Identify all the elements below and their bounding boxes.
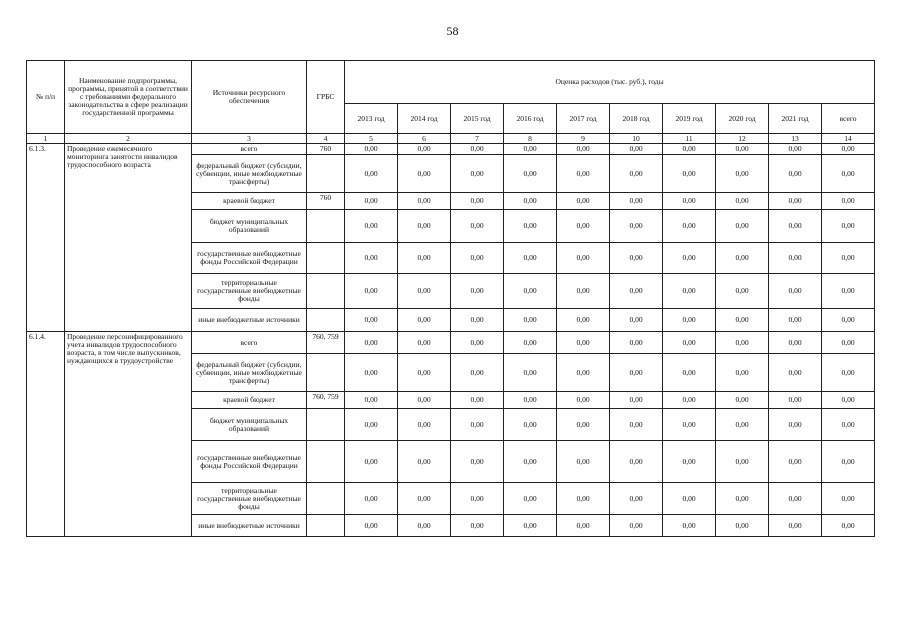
amount-cell: 0,00 [557, 483, 610, 515]
grbs-code [307, 441, 345, 483]
header-num: № п/п [27, 61, 65, 134]
amount-cell: 0,00 [451, 409, 504, 441]
header-year: 2018 год [610, 104, 663, 134]
amount-cell: 0,00 [504, 155, 557, 193]
funding-source: территориальные государственные внебюджетные фонды [192, 483, 307, 515]
funding-source: федеральный бюджет (субсидии, субвенции, иные межбюджетные трансферты) [192, 155, 307, 193]
amount-cell: 0,00 [610, 243, 663, 274]
amount-cell: 0,00 [504, 483, 557, 515]
amount-cell: 0,00 [663, 193, 716, 210]
amount-cell: 0,00 [451, 392, 504, 409]
funding-source: иные внебюджетные источники [192, 309, 307, 332]
amount-cell: 0,00 [769, 155, 822, 193]
amount-cell: 0,00 [345, 144, 398, 155]
grbs-code: 760 [307, 144, 345, 155]
amount-cell: 0,00 [557, 155, 610, 193]
amount-cell: 0,00 [822, 309, 875, 332]
amount-cell: 0,00 [451, 309, 504, 332]
amount-cell: 0,00 [557, 309, 610, 332]
amount-cell: 0,00 [451, 483, 504, 515]
amount-cell: 0,00 [822, 210, 875, 243]
amount-cell: 0,00 [451, 515, 504, 537]
amount-cell: 0,00 [769, 332, 822, 354]
column-index: 6 [398, 134, 451, 144]
amount-cell: 0,00 [504, 144, 557, 155]
header-year: 2014 год [398, 104, 451, 134]
amount-cell: 0,00 [504, 354, 557, 392]
amount-cell: 0,00 [769, 441, 822, 483]
header-year: 2019 год [663, 104, 716, 134]
grbs-code [307, 243, 345, 274]
amount-cell: 0,00 [822, 354, 875, 392]
amount-cell: 0,00 [557, 274, 610, 309]
amount-cell: 0,00 [557, 409, 610, 441]
amount-cell: 0,00 [557, 515, 610, 537]
amount-cell: 0,00 [769, 144, 822, 155]
amount-cell: 0,00 [663, 392, 716, 409]
amount-cell: 0,00 [345, 243, 398, 274]
amount-cell: 0,00 [345, 155, 398, 193]
amount-cell: 0,00 [716, 274, 769, 309]
amount-cell: 0,00 [716, 515, 769, 537]
amount-cell: 0,00 [451, 193, 504, 210]
amount-cell: 0,00 [451, 441, 504, 483]
amount-cell: 0,00 [663, 483, 716, 515]
funding-source: государственные внебюджетные фонды Российской Федерации [192, 441, 307, 483]
amount-cell: 0,00 [716, 409, 769, 441]
amount-cell: 0,00 [398, 210, 451, 243]
amount-cell: 0,00 [398, 243, 451, 274]
amount-cell: 0,00 [769, 193, 822, 210]
amount-cell: 0,00 [345, 441, 398, 483]
amount-cell: 0,00 [716, 243, 769, 274]
header-year: 2020 год [716, 104, 769, 134]
grbs-code: 760, 759 [307, 392, 345, 409]
amount-cell: 0,00 [610, 483, 663, 515]
amount-cell: 0,00 [398, 144, 451, 155]
amount-cell: 0,00 [398, 409, 451, 441]
amount-cell: 0,00 [822, 332, 875, 354]
grbs-code [307, 515, 345, 537]
header-estimate: Оценка расходов (тыс. руб.), годы [345, 61, 875, 104]
table-row [27, 332, 875, 354]
column-index: 8 [504, 134, 557, 144]
amount-cell: 0,00 [345, 409, 398, 441]
column-index: 1 [27, 134, 65, 144]
amount-cell: 0,00 [557, 210, 610, 243]
amount-cell: 0,00 [663, 409, 716, 441]
amount-cell: 0,00 [345, 483, 398, 515]
amount-cell: 0,00 [557, 354, 610, 392]
amount-cell: 0,00 [769, 274, 822, 309]
amount-cell: 0,00 [504, 309, 557, 332]
amount-cell: 0,00 [345, 515, 398, 537]
amount-cell: 0,00 [610, 409, 663, 441]
header-grbs: ГРБС [307, 61, 345, 134]
amount-cell: 0,00 [610, 193, 663, 210]
amount-cell: 0,00 [822, 274, 875, 309]
grbs-code [307, 210, 345, 243]
amount-cell: 0,00 [345, 274, 398, 309]
row-number: 6.1.3. [27, 144, 65, 332]
amount-cell: 0,00 [504, 409, 557, 441]
amount-cell: 0,00 [557, 243, 610, 274]
amount-cell: 0,00 [398, 332, 451, 354]
amount-cell: 0,00 [504, 274, 557, 309]
amount-cell: 0,00 [716, 210, 769, 243]
amount-cell: 0,00 [610, 144, 663, 155]
amount-cell: 0,00 [822, 483, 875, 515]
funding-source: бюджет муниципальных образований [192, 409, 307, 441]
amount-cell: 0,00 [822, 193, 875, 210]
amount-cell: 0,00 [716, 354, 769, 392]
amount-cell: 0,00 [610, 332, 663, 354]
amount-cell: 0,00 [769, 515, 822, 537]
column-index: 13 [769, 134, 822, 144]
amount-cell: 0,00 [504, 441, 557, 483]
expenditure-table [26, 60, 875, 537]
funding-source: краевой бюджет [192, 193, 307, 210]
amount-cell: 0,00 [398, 392, 451, 409]
activity-name: Проведение персонифицированного учета инвалидов трудоспособного возраста, в том числе выпускников, нуждающихся в трудоустройстве [65, 332, 192, 537]
amount-cell: 0,00 [504, 392, 557, 409]
header-source: Источники ресурсного обеспечения [192, 61, 307, 134]
header-year: 2015 год [451, 104, 504, 134]
amount-cell: 0,00 [345, 210, 398, 243]
column-index: 9 [557, 134, 610, 144]
amount-cell: 0,00 [451, 210, 504, 243]
column-index: 4 [307, 134, 345, 144]
header-name: Наименование подпрограммы, программы, принятой в соответствии с требованиями федерального законодательства в сфере реализации государственной программы [65, 61, 192, 134]
amount-cell: 0,00 [716, 193, 769, 210]
amount-cell: 0,00 [504, 332, 557, 354]
funding-source: всего [192, 332, 307, 354]
amount-cell: 0,00 [822, 392, 875, 409]
amount-cell: 0,00 [557, 441, 610, 483]
amount-cell: 0,00 [398, 274, 451, 309]
amount-cell: 0,00 [451, 332, 504, 354]
funding-source: федеральный бюджет (субсидии, субвенции, иные межбюджетные трансферты) [192, 354, 307, 392]
amount-cell: 0,00 [822, 409, 875, 441]
amount-cell: 0,00 [716, 144, 769, 155]
amount-cell: 0,00 [610, 309, 663, 332]
funding-source: территориальные государственные внебюджетные фонды [192, 274, 307, 309]
funding-source: бюджет муниципальных образований [192, 210, 307, 243]
amount-cell: 0,00 [716, 155, 769, 193]
amount-cell: 0,00 [769, 210, 822, 243]
amount-cell: 0,00 [504, 210, 557, 243]
funding-source: всего [192, 144, 307, 155]
amount-cell: 0,00 [663, 309, 716, 332]
grbs-code [307, 354, 345, 392]
amount-cell: 0,00 [557, 392, 610, 409]
column-index: 10 [610, 134, 663, 144]
amount-cell: 0,00 [822, 155, 875, 193]
amount-cell: 0,00 [398, 515, 451, 537]
amount-cell: 0,00 [504, 193, 557, 210]
funding-source: иные внебюджетные источники [192, 515, 307, 537]
amount-cell: 0,00 [451, 274, 504, 309]
amount-cell: 0,00 [610, 441, 663, 483]
amount-cell: 0,00 [822, 441, 875, 483]
amount-cell: 0,00 [822, 515, 875, 537]
amount-cell: 0,00 [663, 243, 716, 274]
amount-cell: 0,00 [504, 243, 557, 274]
column-index: 11 [663, 134, 716, 144]
amount-cell: 0,00 [398, 309, 451, 332]
grbs-code [307, 155, 345, 193]
amount-cell: 0,00 [504, 515, 557, 537]
amount-cell: 0,00 [822, 144, 875, 155]
table-row [27, 144, 875, 155]
grbs-code [307, 409, 345, 441]
activity-name: Проведение ежемесячного мониторинга занятости инвалидов трудоспособного возраста [65, 144, 192, 332]
amount-cell: 0,00 [716, 332, 769, 354]
column-index: 14 [822, 134, 875, 144]
amount-cell: 0,00 [557, 332, 610, 354]
column-index: 12 [716, 134, 769, 144]
amount-cell: 0,00 [610, 274, 663, 309]
amount-cell: 0,00 [345, 309, 398, 332]
amount-cell: 0,00 [345, 354, 398, 392]
amount-cell: 0,00 [610, 210, 663, 243]
amount-cell: 0,00 [610, 515, 663, 537]
header-year: 2017 год [557, 104, 610, 134]
amount-cell: 0,00 [345, 193, 398, 210]
amount-cell: 0,00 [451, 243, 504, 274]
amount-cell: 0,00 [663, 332, 716, 354]
funding-source: краевой бюджет [192, 392, 307, 409]
column-index: 2 [65, 134, 192, 144]
amount-cell: 0,00 [610, 354, 663, 392]
grbs-code [307, 483, 345, 515]
amount-cell: 0,00 [398, 483, 451, 515]
amount-cell: 0,00 [345, 392, 398, 409]
amount-cell: 0,00 [345, 332, 398, 354]
amount-cell: 0,00 [398, 441, 451, 483]
column-index: 7 [451, 134, 504, 144]
grbs-code: 760, 759 [307, 332, 345, 354]
grbs-code [307, 309, 345, 332]
grbs-code [307, 274, 345, 309]
amount-cell: 0,00 [398, 193, 451, 210]
amount-cell: 0,00 [716, 483, 769, 515]
amount-cell: 0,00 [451, 354, 504, 392]
amount-cell: 0,00 [716, 309, 769, 332]
header-year: 2013 год [345, 104, 398, 134]
amount-cell: 0,00 [769, 354, 822, 392]
amount-cell: 0,00 [663, 210, 716, 243]
header-year: всего [822, 104, 875, 134]
column-index: 3 [192, 134, 307, 144]
amount-cell: 0,00 [451, 155, 504, 193]
amount-cell: 0,00 [451, 144, 504, 155]
header-year: 2016 год [504, 104, 557, 134]
amount-cell: 0,00 [663, 441, 716, 483]
header-year: 2021 год [769, 104, 822, 134]
grbs-code: 760 [307, 193, 345, 210]
amount-cell: 0,00 [663, 144, 716, 155]
amount-cell: 0,00 [663, 354, 716, 392]
amount-cell: 0,00 [398, 155, 451, 193]
amount-cell: 0,00 [663, 155, 716, 193]
funding-source: государственные внебюджетные фонды Российской Федерации [192, 243, 307, 274]
amount-cell: 0,00 [663, 515, 716, 537]
amount-cell: 0,00 [769, 409, 822, 441]
amount-cell: 0,00 [557, 193, 610, 210]
page-number: 58 [446, 24, 459, 38]
amount-cell: 0,00 [610, 155, 663, 193]
amount-cell: 0,00 [610, 392, 663, 409]
amount-cell: 0,00 [769, 483, 822, 515]
amount-cell: 0,00 [557, 144, 610, 155]
amount-cell: 0,00 [769, 243, 822, 274]
amount-cell: 0,00 [769, 309, 822, 332]
amount-cell: 0,00 [769, 392, 822, 409]
amount-cell: 0,00 [663, 274, 716, 309]
amount-cell: 0,00 [398, 354, 451, 392]
amount-cell: 0,00 [822, 243, 875, 274]
amount-cell: 0,00 [716, 441, 769, 483]
amount-cell: 0,00 [716, 392, 769, 409]
column-index: 5 [345, 134, 398, 144]
row-number: 6.1.4. [27, 332, 65, 537]
